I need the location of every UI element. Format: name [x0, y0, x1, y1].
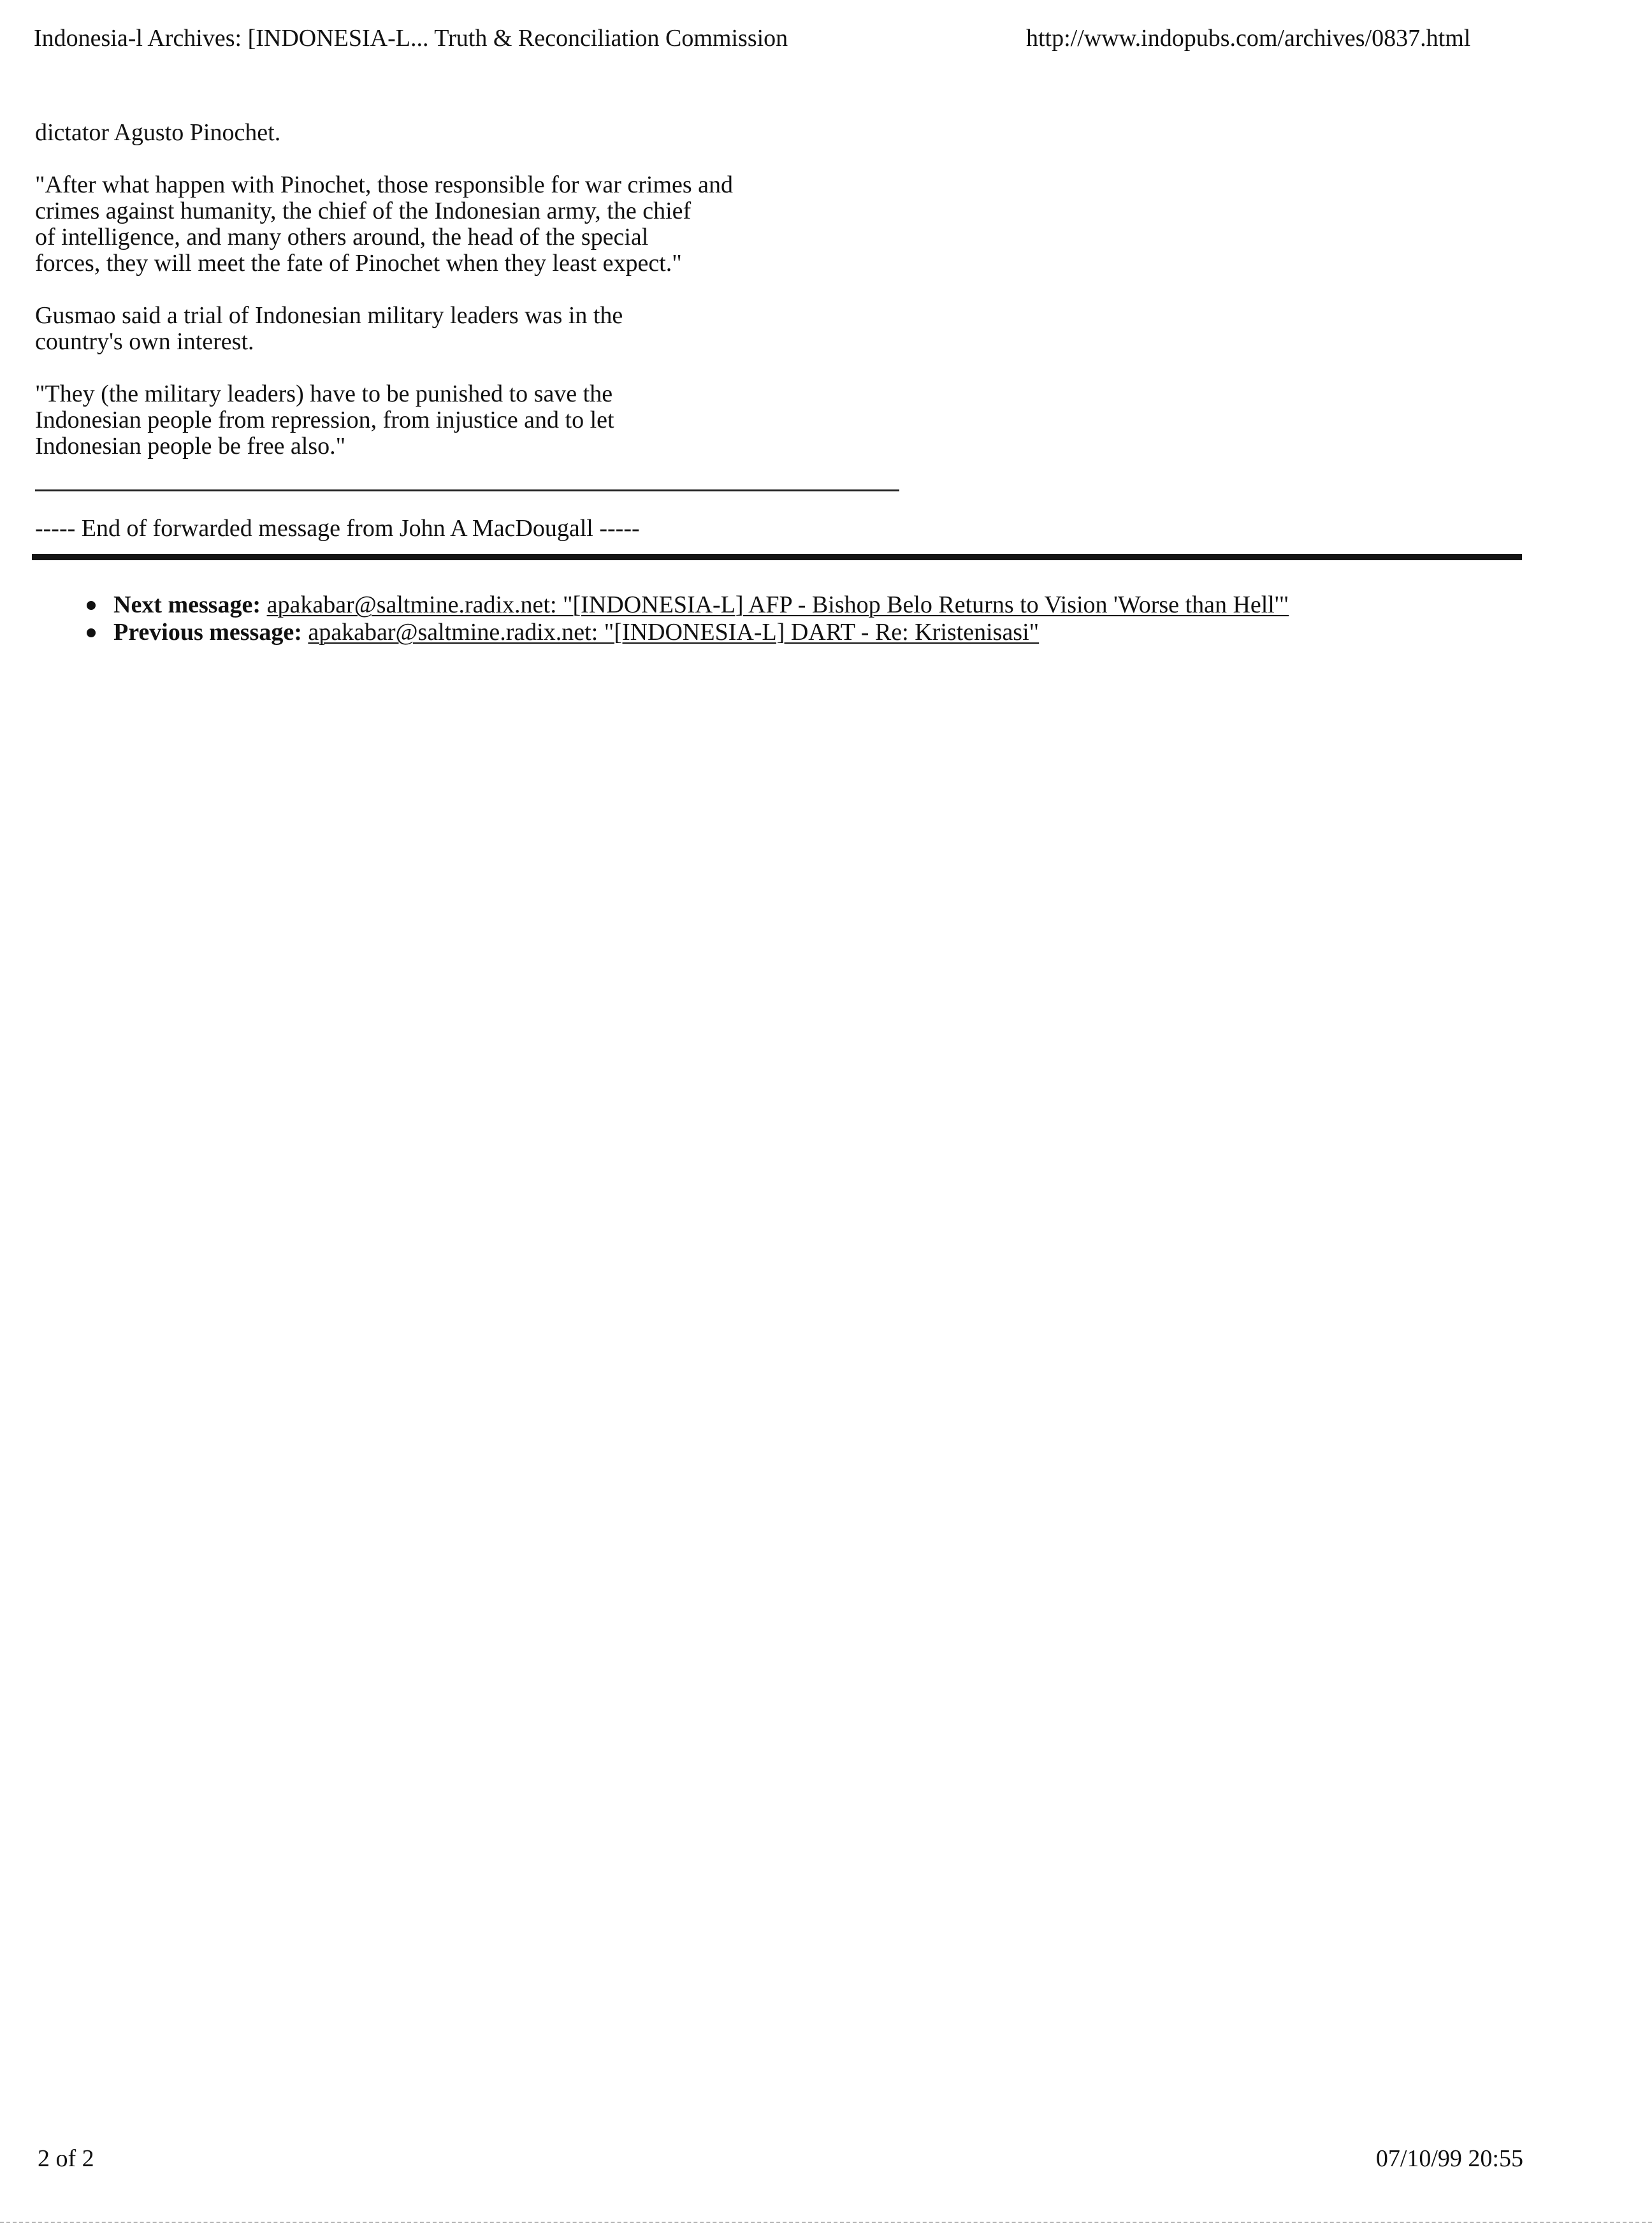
- page-edge: [0, 2222, 1652, 2223]
- page-header-url: http://www.indopubs.com/archives/0837.html: [1026, 25, 1471, 52]
- page-number: 2 of 2: [38, 2145, 94, 2172]
- print-timestamp: 07/10/99 20:55: [1375, 2145, 1523, 2172]
- bullet-icon: [87, 628, 96, 637]
- previous-message-item: [87, 619, 1289, 646]
- message-paragraph: dictator Agusto Pinochet.: [35, 119, 281, 146]
- signature-divider: [35, 489, 899, 491]
- page-header-title: Indonesia-l Archives: [INDONESIA-L... Truth & Reconciliation Commission: [34, 25, 788, 52]
- forward-end-line: ----- End of forwarded message from John A MacDougall -----: [35, 515, 640, 542]
- horizontal-rule: [32, 554, 1522, 560]
- message-paragraph: Gusmao said a trial of Indonesian military leaders was in the country's own interest.: [35, 302, 623, 355]
- next-message-item: [87, 591, 1289, 619]
- previous-message-link[interactable]: apakabar@saltmine.radix.net: "[INDONESIA-L] DART - Re: Kristenisasi": [308, 619, 1040, 646]
- message-paragraph: "They (the military leaders) have to be punished to save the Indonesian people from repression, from injustice and to let Indonesian people be free also.": [35, 380, 614, 460]
- bullet-icon: [87, 601, 96, 610]
- message-paragraph: "After what happen with Pinochet, those responsible for war crimes and crimes against humanity, the chief of the Indonesian army, the chief of intelligence, and many others around, the head of the special forces, they will meet the fate of Pinochet when they least expect.": [35, 171, 734, 277]
- next-message-link[interactable]: apakabar@saltmine.radix.net: "[INDONESIA-L] AFP - Bishop Belo Returns to Vision 'Worse than Hell'": [266, 591, 1289, 618]
- message-navigation: [87, 591, 1289, 646]
- previous-message-label: Previous message:: [113, 619, 302, 646]
- next-message-label: Next message:: [113, 591, 261, 618]
